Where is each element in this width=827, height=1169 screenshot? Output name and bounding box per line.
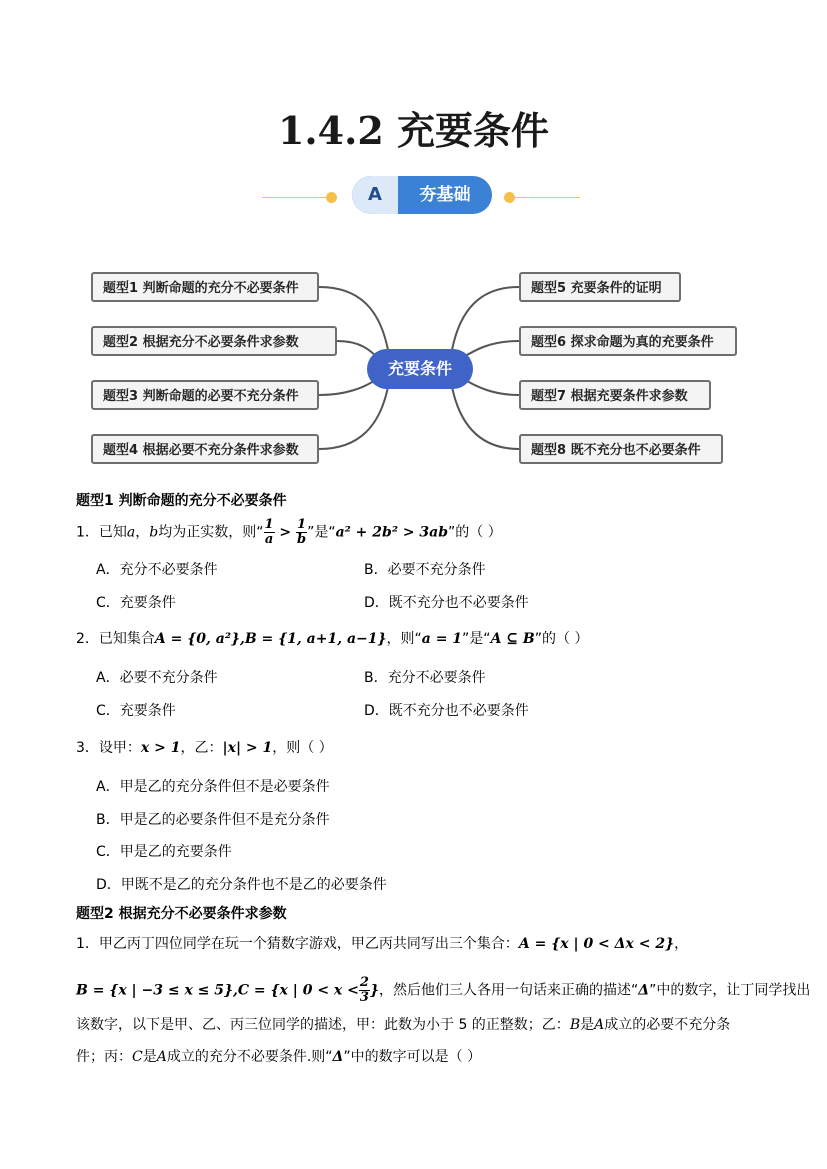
q2-setB: ,B = {1, a+1, a−1} — [239, 631, 387, 647]
question-1-3 — [76, 738, 333, 758]
q1-expr: a² + 2b² > 3ab — [335, 524, 449, 541]
mindmap-topic-2: 题型2 根据充分不必要条件求参数 — [91, 326, 337, 356]
q1-frac-1-num: 1 — [264, 517, 274, 532]
question-2-1-line-1 — [76, 934, 688, 954]
q1-frac-2-den: b — [297, 532, 307, 547]
s2q1-end-1: ， — [674, 936, 689, 952]
s2q1-setB: B = {x | −3 ≤ x ≤ 5} — [76, 982, 234, 999]
q1-option-b: B．必要不充分条件 — [364, 562, 486, 578]
q1-option-c: C．充要条件 — [96, 595, 176, 611]
s2q1-is-1: 是 — [580, 1017, 595, 1033]
q1-frac-2-num: 1 — [297, 517, 307, 532]
s2q1-var-A2: A — [156, 1049, 167, 1065]
s2q1-var-C: C — [132, 1049, 143, 1065]
q1-sep: ， — [135, 524, 150, 541]
q3-option-c: C．甲是乙的充要条件 — [96, 844, 232, 860]
s2q1-text-2: ，然后他们三人各用一句话来正确的描述“ — [378, 982, 639, 999]
s2q1-is-2: 是 — [142, 1049, 157, 1065]
question-1-1 — [76, 518, 502, 547]
s2q1-var-B: B — [569, 1017, 581, 1033]
s2q1-delta-2: Δ — [332, 1049, 344, 1065]
q3-p: x > 1 — [140, 740, 181, 756]
q1-frac-1 — [264, 518, 275, 547]
question-2-1-line-3 — [76, 1015, 730, 1035]
q1-mid: 均为正实数，则“ — [158, 524, 264, 541]
q3-pre: 3．设甲： — [76, 740, 141, 756]
connector-right-3 — [462, 378, 519, 395]
s2q1-end-3: 成立的必要不充分条 — [604, 1017, 731, 1033]
badge-letter: A — [352, 176, 398, 214]
s2q1-frac — [359, 976, 370, 1005]
q2-option-a: A．必要不充分条件 — [96, 670, 218, 686]
mindmap-topic-3: 题型3 判断命题的必要不充分条件 — [91, 380, 319, 410]
s2q1-text-4: 成立的充分不必要条件.则“ — [166, 1049, 333, 1065]
question-2-1-line-4 — [76, 1047, 481, 1067]
q3-post: ，则（ ） — [272, 740, 333, 756]
mindmap-topic-7: 题型7 根据充要条件求参数 — [519, 380, 711, 410]
s2q1-end-4: ”中的数字可以是（ ） — [343, 1049, 482, 1065]
connector-right-4 — [452, 387, 519, 449]
s2q1-setC-end: } — [369, 982, 379, 999]
q2-post: ”的（ ） — [534, 631, 589, 647]
mindmap-topic-8: 题型8 既不充分也不必要条件 — [519, 434, 723, 464]
question-2-1-line-2 — [76, 976, 810, 1005]
q1-option-d: D．既不充分也不必要条件 — [364, 595, 529, 611]
q2-pre: 2．已知集合 — [76, 631, 155, 647]
badge-text: 夯基础 — [419, 185, 471, 205]
mindmap-center: 充要条件 — [367, 349, 473, 389]
connector-left-4 — [319, 387, 388, 449]
mindmap-topic-4: 题型4 根据必要不充分条件求参数 — [91, 434, 319, 464]
mindmap-topic-1: 题型1 判断命题的充分不必要条件 — [91, 272, 319, 302]
mindmap-topic-6: 题型6 探求命题为真的充要条件 — [519, 326, 737, 356]
mindmap-topic-5: 题型5 充要条件的证明 — [519, 272, 681, 302]
s2q1-end-2: ”中的数字，让丁同学找出 — [649, 982, 811, 999]
q2-option-b: B．充分不必要条件 — [364, 670, 486, 686]
q1-post: ”的（ ） — [448, 524, 502, 541]
q2-option-d: D．既不充分也不必要条件 — [364, 703, 529, 719]
q2-mid2: ”是“ — [462, 631, 491, 647]
q3-q: |x| > 1 — [222, 740, 273, 756]
s2q1-var-A: A — [594, 1017, 605, 1033]
q2-cond: a = 1 — [421, 631, 463, 647]
connector-right-2 — [462, 341, 519, 358]
q1-frac-2 — [296, 518, 307, 547]
q1-var-b: b — [149, 524, 159, 541]
section1-heading: 题型1 判断命题的充分不必要条件 — [76, 493, 287, 509]
section2-heading: 题型2 根据充分不必要条件求参数 — [76, 906, 287, 922]
q1-mid2: ”是“ — [307, 524, 336, 541]
s2q1-setA: A = {x | 0 < Δx < 2} — [518, 936, 675, 952]
q3-option-d: D．甲既不是乙的充分条件也不是乙的必要条件 — [96, 877, 387, 893]
connector-left-3 — [319, 378, 378, 395]
page-title: 1.4.2 充要条件 — [277, 108, 549, 153]
q3-mid: ，乙： — [180, 740, 223, 756]
s2q1-text-3: 该数字，以下是甲、乙、丙三位同学的描述，甲：此数为小于 5 的正整数；乙： — [76, 1017, 570, 1033]
s2q1-text-1: 1．甲乙丙丁四位同学在玩一个猜数字游戏，甲乙丙共同写出三个集合： — [76, 936, 519, 952]
q2-sub: A ⊆ B — [490, 631, 535, 647]
s2q1-setC: ,C = {x | 0 < x < — [233, 982, 359, 999]
q2-option-c: C．充要条件 — [96, 703, 176, 719]
q2-setA: A = {0, a²} — [154, 631, 240, 647]
q3-option-b: B．甲是乙的必要条件但不是充分条件 — [96, 812, 330, 828]
s2q1-frac-den: 3 — [359, 990, 369, 1005]
s2q1-frac-num: 2 — [359, 975, 369, 990]
q1-var-a: a — [126, 524, 136, 541]
s2q1-delta: Δ — [638, 982, 650, 999]
s2q1-pre-4: 件；丙： — [76, 1049, 132, 1065]
q1-pre: 1．已知 — [76, 524, 127, 541]
q1-gt: > — [274, 524, 297, 541]
q2-mid: ，则“ — [386, 631, 422, 647]
q3-option-a: A．甲是乙的充分条件但不是必要条件 — [96, 779, 330, 795]
q1-frac-1-den: a — [264, 532, 274, 547]
question-1-2 — [76, 629, 588, 649]
q1-option-a: A．充分不必要条件 — [96, 562, 218, 578]
